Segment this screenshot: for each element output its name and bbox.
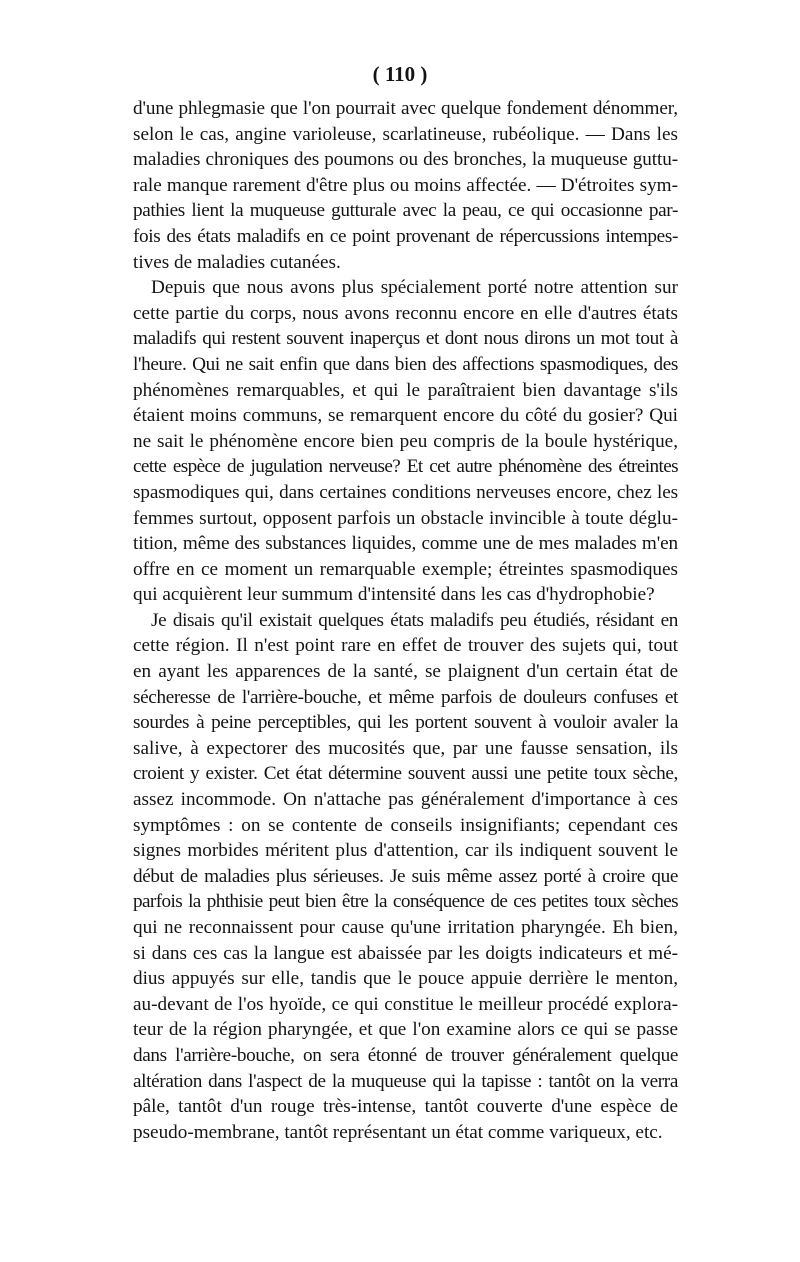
text-line: Depuis que nous avons plus spécialement porté notre attention sur	[151, 277, 678, 299]
text-line: fois des états maladifs en ce point provenant de répercussions intempes-	[133, 225, 678, 247]
text-line: maladifs qui restent souvent inaperçus et dont nous dirons un mot tout à	[133, 328, 678, 350]
text-line: pathies lient la muqueuse gutturale avec la peau, ce qui occasionne par-	[133, 200, 678, 222]
text-line: qui acquièrent leur summum d'intensité dans les cas d'hydrophobie?	[133, 584, 655, 606]
text-line: tives de maladies cutanées.	[133, 251, 341, 273]
text-line: pseudo-membrane, tantôt représentant un état comme variqueux, etc.	[133, 1121, 663, 1143]
text-line: cette région. Il n'est point rare en effet de trouver des sujets qui, tout	[133, 635, 678, 657]
text-line: tition, même des substances liquides, comme une de mes malades m'en	[133, 533, 678, 555]
text-line: spasmodiques qui, dans certaines conditions nerveuses encore, chez les	[133, 481, 678, 503]
text-line: femmes surtout, opposent parfois un obstacle invincible à toute déglu-	[133, 507, 678, 529]
text-line: ne sait le phénomène encore bien peu compris de la boule hystérique,	[133, 430, 678, 452]
text-line: cette espèce de jugulation nerveuse? Et cet autre phénomène des étreintes	[133, 456, 678, 478]
text-line: sécheresse de l'arrière-bouche, et même parfois de douleurs confuses et	[133, 686, 678, 708]
text-line: Je disais qu'il existait quelques états maladifs peu étudiés, résidant en	[151, 609, 678, 631]
text-line: selon le cas, angine varioleuse, scarlatineuse, rubéolique. — Dans les	[133, 123, 678, 145]
paragraph-2	[133, 275, 678, 608]
body-text	[133, 96, 678, 1145]
page-number: ( 110 )	[372, 62, 428, 86]
text-line: maladies chroniques des poumons ou des bronches, la muqueuse guttu-	[133, 149, 678, 171]
text-line: offre en ce moment un remarquable exemple; étreintes spasmodiques	[133, 558, 678, 580]
text-line: symptômes : on se contente de conseils insignifiants; cependant ces	[133, 814, 678, 836]
text-line: rale manque rarement d'être plus ou moins affectée. — D'étroites sym-	[133, 174, 678, 196]
text-line: cette partie du corps, nous avons reconnu encore en elle d'autres états	[133, 302, 678, 324]
text-line: d'une phlegmasie que l'on pourrait avec quelque fondement dénommer,	[133, 98, 678, 119]
text-line: au-devant de l'os hyoïde, ce qui constitue le meilleur procédé explora-	[133, 993, 678, 1015]
text-line: étaient moins communs, se remarquent encore du côté du gosier? Qui	[133, 405, 678, 427]
text-line: pâle, tantôt d'un rouge très-intense, tantôt couverte d'une espèce de	[133, 1096, 678, 1118]
paragraph-3	[133, 608, 678, 1145]
text-line: si dans ces cas la langue est abaissée par les doigts indicateurs et mé-	[133, 942, 678, 964]
text-line: parfois la phthisie peut bien être la conséquence de ces petites toux sèches	[133, 891, 678, 913]
text-line: début de maladies plus sérieuses. Je suis même assez porté à croire que	[133, 865, 678, 887]
text-line: dans l'arrière-bouche, on sera étonné de trouver généralement quelque	[133, 1044, 678, 1066]
text-line: signes morbides méritent plus d'attention, car ils indiquent souvent le	[133, 840, 678, 862]
text-line: salive, à expectorer des mucosités que, par une fausse sensation, ils	[133, 737, 678, 759]
text-line: dius appuyés sur elle, tandis que le pouce appuie derrière le menton,	[133, 968, 678, 990]
text-line: assez incommode. On n'attache pas généralement d'importance à ces	[133, 789, 678, 811]
text-line: teur de la région pharyngée, et que l'on examine alors ce qui se passe	[133, 1019, 678, 1041]
text-line: en ayant les apparences de la santé, se plaignent d'un certain état de	[133, 661, 678, 683]
text-line: l'heure. Qui ne sait enfin que dans bien des affections spasmodiques, des	[133, 353, 678, 375]
text-line: altération dans l'aspect de la muqueuse qui la tapisse : tantôt on la verra	[133, 1070, 678, 1092]
text-line: croient y exister. Cet état détermine souvent aussi une petite toux sèche,	[133, 763, 678, 785]
paragraph-1	[133, 96, 678, 275]
text-line: sourdes à peine perceptibles, qui les portent souvent à vouloir avaler la	[133, 712, 678, 734]
text-line: phénomènes remarquables, et qui le paraîtraient bien davantage s'ils	[133, 379, 678, 401]
text-line: qui ne reconnaissent pour cause qu'une irritation pharyngée. Eh bien,	[133, 917, 678, 938]
